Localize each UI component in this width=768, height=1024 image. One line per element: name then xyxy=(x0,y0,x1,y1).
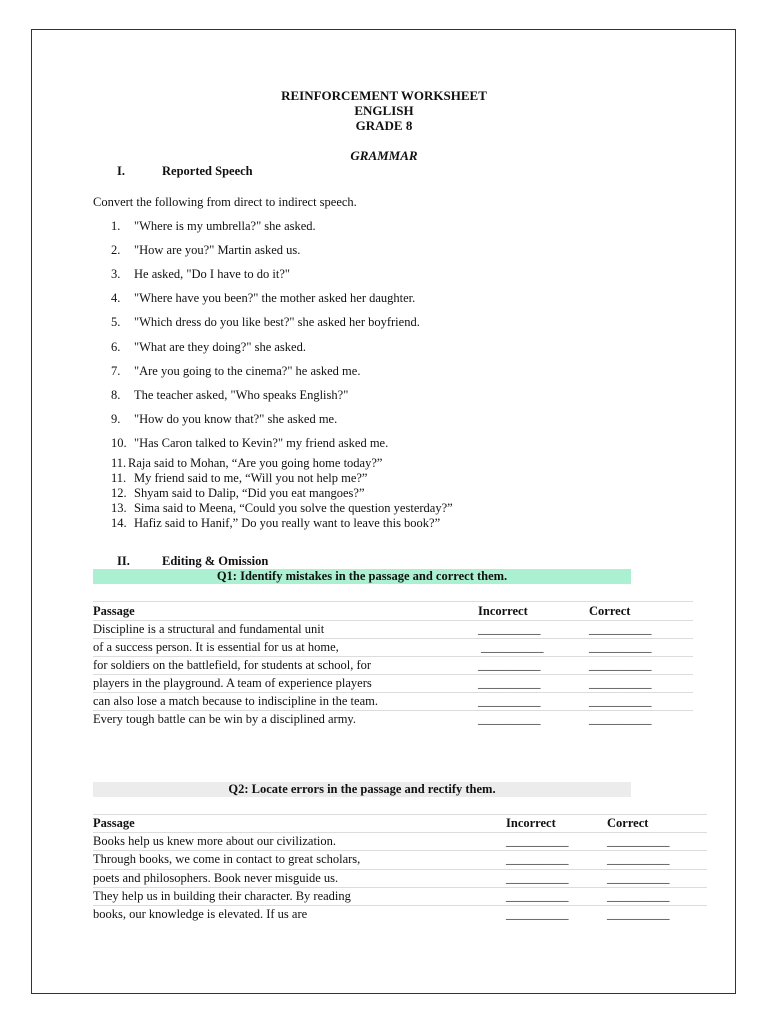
incorrect-blank: __________ xyxy=(481,640,544,654)
table-row-passage: books, our knowledge is elevated. If us are xyxy=(93,907,308,921)
list-item: "Are you going to the cinema?" he asked me. xyxy=(134,364,361,378)
list-item-number: 2. xyxy=(111,243,121,257)
grade-title: GRADE 8 xyxy=(355,118,413,133)
table-divider xyxy=(93,656,693,657)
correct-blank: __________ xyxy=(589,676,652,690)
table-divider xyxy=(93,710,693,711)
q2-col-correct: Correct xyxy=(607,816,649,830)
part1-heading: Reported Speech xyxy=(162,164,253,178)
table-row-passage: Every tough battle can be win by a disciplined army. xyxy=(93,712,357,726)
table-divider xyxy=(93,620,693,621)
list-item: He asked, "Do I have to do it?" xyxy=(134,267,290,281)
q1-title: Q1: Identify mistakes in the passage and correct them. xyxy=(216,569,508,583)
incorrect-blank: __________ xyxy=(478,694,541,708)
correct-blank: __________ xyxy=(607,889,670,903)
table-row-passage: for soldiers on the battlefield, for students at school, for xyxy=(93,658,372,672)
list-item: "Has Caron talked to Kevin?" my friend asked me. xyxy=(134,436,389,450)
list-item: "Where is my umbrella?" she asked. xyxy=(134,219,316,233)
list-item: Hafiz said to Hanif,” Do you really want to leave this book?” xyxy=(134,516,441,530)
list-item-number: 11. xyxy=(111,456,127,470)
q1-col-correct: Correct xyxy=(589,604,631,618)
table-row-passage: They help us in building their character. By reading xyxy=(93,889,351,903)
subject-title: ENGLISH xyxy=(354,103,414,118)
incorrect-blank: __________ xyxy=(478,658,541,672)
correct-blank: __________ xyxy=(589,622,652,636)
incorrect-blank: __________ xyxy=(506,871,569,885)
correct-blank: __________ xyxy=(589,694,652,708)
table-divider xyxy=(93,905,707,906)
section-title: GRAMMAR xyxy=(350,148,418,163)
table-divider xyxy=(93,638,693,639)
correct-blank: __________ xyxy=(607,871,670,885)
part2-heading: Editing & Omission xyxy=(162,554,269,568)
q2-col-passage: Passage xyxy=(93,816,135,830)
q1-col-passage: Passage xyxy=(93,604,135,618)
correct-blank: __________ xyxy=(589,640,652,654)
table-row-passage: Discipline is a structural and fundamental unit xyxy=(93,622,325,636)
table-divider xyxy=(93,601,693,602)
correct-blank: __________ xyxy=(589,658,652,672)
incorrect-blank: __________ xyxy=(506,852,569,866)
correct-blank: __________ xyxy=(589,712,652,726)
list-item-number: 8. xyxy=(111,388,121,402)
table-divider xyxy=(93,887,707,888)
table-divider xyxy=(93,692,693,693)
table-row-passage: of a success person. It is essential for us at home, xyxy=(93,640,339,654)
table-divider xyxy=(93,814,707,815)
incorrect-blank: __________ xyxy=(506,889,569,903)
list-item: The teacher asked, "Who speaks English?" xyxy=(134,388,349,402)
list-item: "Where have you been?" the mother asked her daughter. xyxy=(134,291,416,305)
list-item: "Which dress do you like best?" she asked her boyfriend. xyxy=(134,315,420,329)
worksheet-title: REINFORCEMENT WORKSHEET xyxy=(281,88,487,103)
table-row-passage: Books help us knew more about our civilization. xyxy=(93,834,337,848)
table-row-passage: Through books, we come in contact to great scholars, xyxy=(93,852,361,866)
incorrect-blank: __________ xyxy=(506,907,569,921)
list-item-number: 12. xyxy=(111,486,127,500)
list-item: Sima said to Meena, “Could you solve the question yesterday?” xyxy=(134,501,453,515)
table-divider xyxy=(93,832,707,833)
table-divider xyxy=(93,850,707,851)
table-divider xyxy=(93,674,693,675)
list-item-number: 1. xyxy=(111,219,121,233)
list-item: "What are they doing?" she asked. xyxy=(134,340,306,354)
incorrect-blank: __________ xyxy=(506,834,569,848)
list-item-number: 5. xyxy=(111,315,121,329)
incorrect-blank: __________ xyxy=(478,622,541,636)
list-item-number: 6. xyxy=(111,340,121,354)
table-divider xyxy=(93,869,707,870)
correct-blank: __________ xyxy=(607,852,670,866)
list-item-number: 10. xyxy=(111,436,127,450)
part1-numeral: I. xyxy=(117,164,125,178)
table-row-passage: players in the playground. A team of experience players xyxy=(93,676,372,690)
list-item-number: 14. xyxy=(111,516,127,530)
list-item-number: 11. xyxy=(111,471,127,485)
q2-col-incorrect: Incorrect xyxy=(506,816,556,830)
list-item: My friend said to me, “Will you not help me?” xyxy=(134,471,368,485)
list-item-number: 4. xyxy=(111,291,121,305)
incorrect-blank: __________ xyxy=(478,712,541,726)
part2-numeral: II. xyxy=(117,554,130,568)
list-item-number: 13. xyxy=(111,501,127,515)
q1-col-incorrect: Incorrect xyxy=(478,604,528,618)
list-item-number: 9. xyxy=(111,412,121,426)
correct-blank: __________ xyxy=(607,834,670,848)
list-item-number: 7. xyxy=(111,364,121,378)
q2-title: Q2: Locate errors in the passage and rectify them. xyxy=(228,782,496,796)
correct-blank: __________ xyxy=(607,907,670,921)
table-row-passage: poets and philosophers. Book never misguide us. xyxy=(93,871,339,885)
table-row-passage: can also lose a match because to indiscipline in the team. xyxy=(93,694,378,708)
list-item: Shyam said to Dalip, “Did you eat mangoes?” xyxy=(134,486,365,500)
list-item: Raja said to Mohan, “Are you going home today?” xyxy=(128,456,383,470)
list-item: "How do you know that?" she asked me. xyxy=(134,412,338,426)
list-item: "How are you?" Martin asked us. xyxy=(134,243,301,257)
part1-instruction: Convert the following from direct to indirect speech. xyxy=(93,195,357,209)
incorrect-blank: __________ xyxy=(478,676,541,690)
list-item-number: 3. xyxy=(111,267,121,281)
